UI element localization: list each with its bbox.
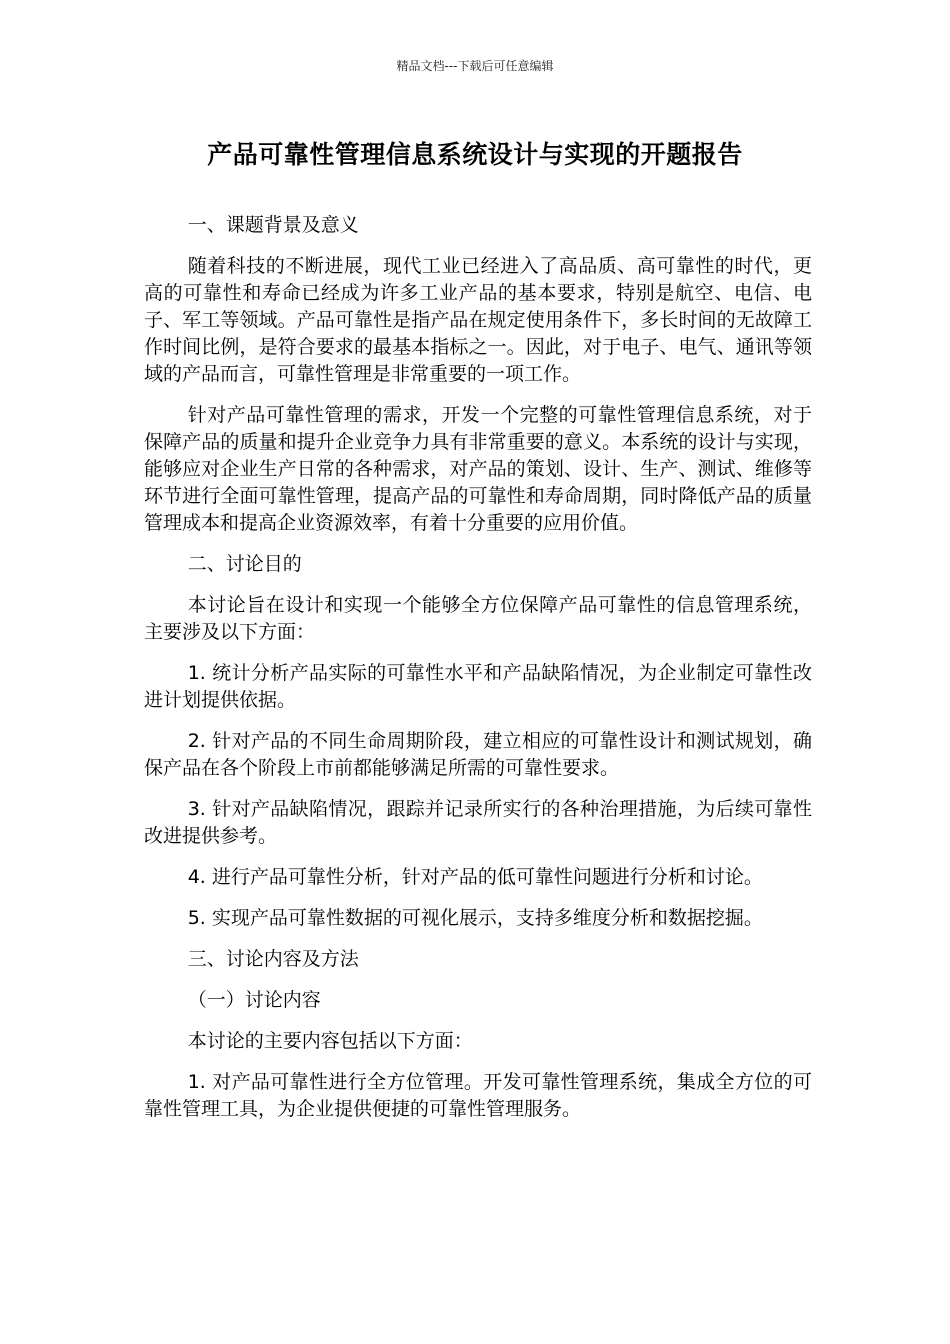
list-item: 1. 统计分析产品实际的可靠性水平和产品缺陷情况，为企业制定可靠性改进计划提供依据。 — [144, 662, 812, 711]
paragraph: 随着科技的不断进展，现代工业已经进入了高品质、高可靠性的时代，更高的可靠性和寿命已经成为许多工业产品的基本要求，特别是航空、电信、电子、军工等领域。产品可靠性是指产品在规定使用条件下，多长时间的无故障工作时间比例，是符合要求的最基本指标之一。因此，对于电子、电气、通讯等领域的产品而言，可靠性管理是非常重要的一项工作。 — [144, 255, 812, 385]
section-heading: 一、课题背景及意义 — [187, 214, 359, 236]
paragraph: 针对产品可靠性管理的需求，开发一个完整的可靠性管理信息系统，对于保障产品的质量和提升企业竞争力具有非常重要的意义。本系统的设计与实现，能够应对企业生产日常的各种需求，对产品的策划、设计、生产、测试、维修等环节进行全面可靠性管理，提高产品的可靠性和寿命周期，同时降低产品的质量管理成本和提高企业资源效率，有着十分重要的应用价值。 — [144, 404, 812, 534]
header-note: 精品文档---下载后可任意编辑 — [396, 59, 554, 73]
paragraph: 本讨论旨在设计和实现一个能够全方位保障产品可靠性的信息管理系统，主要涉及以下方面： — [144, 594, 812, 643]
document-title: 产品可靠性管理信息系统设计与实现的开题报告 — [207, 140, 743, 169]
section-heading: 三、讨论内容及方法 — [187, 948, 359, 970]
paragraph: 本讨论的主要内容包括以下方面： — [187, 1030, 473, 1052]
section-heading: 二、讨论目的 — [187, 553, 302, 575]
list-item: 3. 针对产品缺陷情况，跟踪并记录所实行的各种治理措施，为后续可靠性改进提供参考。 — [144, 798, 812, 847]
list-item: 1. 对产品可靠性进行全方位管理。开发可靠性管理系统，集成全方位的可靠性管理工具，为企业提供便捷的可靠性管理服务。 — [144, 1071, 812, 1120]
list-item: 4. 进行产品可靠性分析，针对产品的低可靠性问题进行分析和讨论。 — [187, 866, 763, 888]
list-item: 2. 针对产品的不同生命周期阶段，建立相应的可靠性设计和测试规划，确保产品在各个阶段上市前都能够满足所需的可靠性要求。 — [144, 730, 812, 779]
document-body — [144, 212, 812, 1137]
subsection-heading: （一）讨论内容 — [187, 989, 321, 1011]
list-item: 5. 实现产品可靠性数据的可视化展示，支持多维度分析和数据挖掘。 — [187, 907, 763, 929]
